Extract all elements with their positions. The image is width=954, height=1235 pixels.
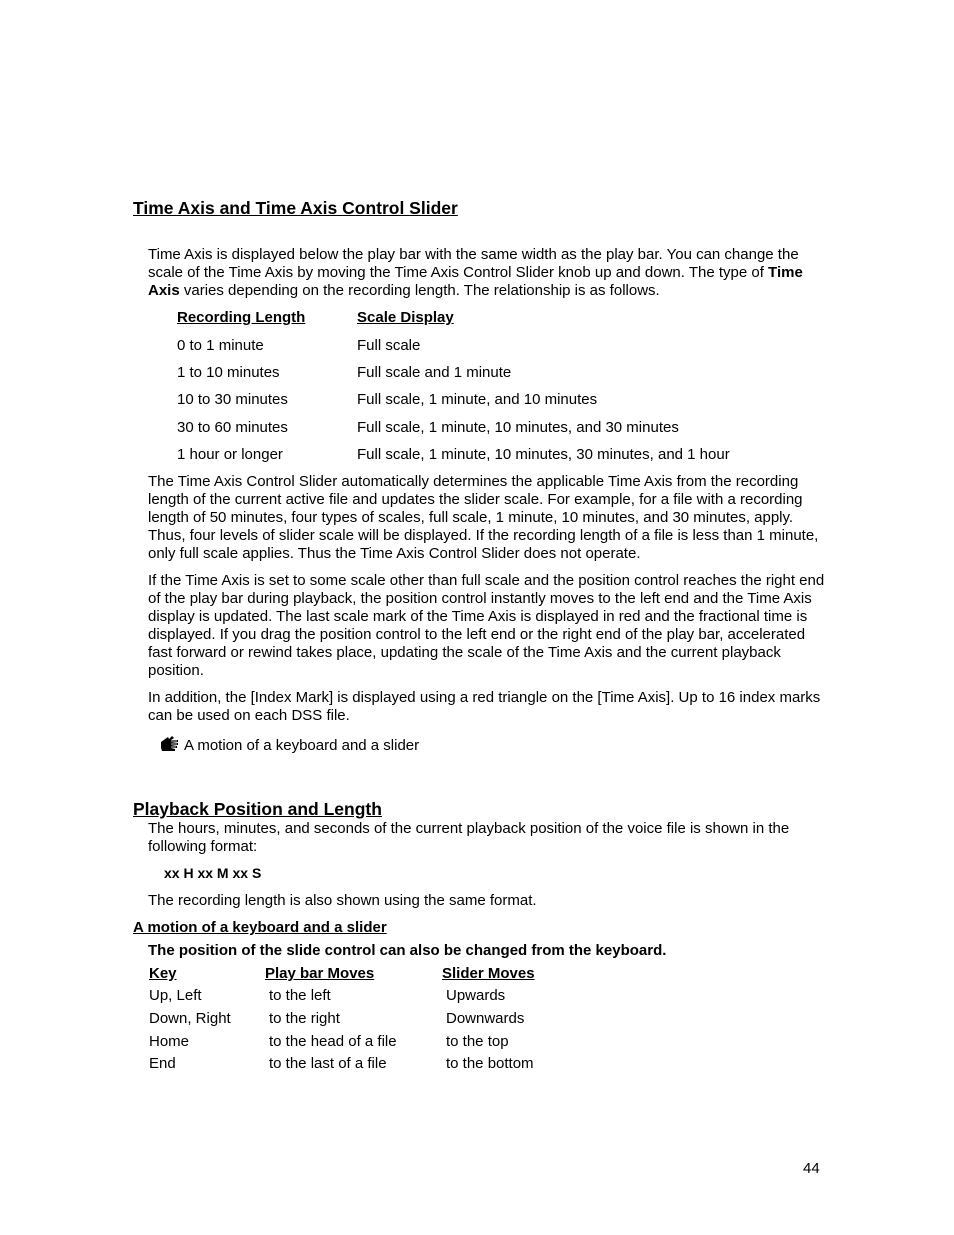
index-mark-paragraph: In addition, the [Index Mark] is displayed using a red triangle on the [Time Axis]. Up to 16 index marks can be used on each DSS file. xyxy=(148,689,821,724)
table-cell: 1 hour or longer xyxy=(177,446,283,463)
table-cell: Home xyxy=(149,1033,190,1050)
column-header: Slider Moves xyxy=(442,965,535,982)
table-cell: to the left xyxy=(269,987,331,1004)
time-format-example: xx H xx M xx S xyxy=(164,865,262,881)
table-cell: to the bottom xyxy=(446,1055,534,1072)
table-cell: Downwards xyxy=(446,1010,525,1027)
table-cell: 10 to 30 minutes xyxy=(177,391,288,408)
table-cell: Full scale, 1 minute, 10 minutes, 30 minutes, and 1 hour xyxy=(357,446,730,463)
column-header: Recording Length xyxy=(177,309,306,326)
table-cell: to the top xyxy=(446,1033,509,1050)
table-cell: 1 to 10 minutes xyxy=(177,364,280,381)
table-cell: 30 to 60 minutes xyxy=(177,419,288,436)
time-axis-intro-paragraph xyxy=(148,246,828,300)
column-header: Play bar Moves xyxy=(265,965,375,982)
table-cell: End xyxy=(149,1055,176,1072)
table-cell: Down, Right xyxy=(149,1010,231,1027)
table-cell: Upwards xyxy=(446,987,506,1004)
pointing-hand-icon[interactable] xyxy=(159,734,180,752)
table-cell: Full scale, 1 minute, 10 minutes, and 30 minutes xyxy=(357,419,679,436)
keyboard-control-subtitle: The position of the slide control can also be changed from the keyboard. xyxy=(148,942,667,959)
slider-description-paragraph: The Time Axis Control Slider automatically determines the applicable Time Axis from the recording length of the current active file and updates the slider scale. For example, for a file with a recording length of 50 minutes, four types of scales, full scale, 1 minute, 10 minutes, and 30 minutes, apply. Thus, four levels of slider scale will be displayed. If the recording length of a file is less than 1 minute, only full scale applies. Thus the Time Axis Control Slider does not operate. xyxy=(148,473,819,562)
intro-text-1: Time Axis is displayed below the play bar with the same width as the play bar. You can change the scale of the Time Axis by moving the Time Axis Control Slider knob up and down. The type of xyxy=(148,246,799,281)
page-number: 44 xyxy=(803,1160,820,1177)
recording-length-format-paragraph: The recording length is also shown using the same format. xyxy=(148,892,537,909)
column-header: Key xyxy=(149,965,177,982)
column-header: Scale Display xyxy=(357,309,454,326)
playback-position-paragraph: The hours, minutes, and seconds of the current playback position of the voice file is shown in the following format: xyxy=(148,820,790,855)
scale-behavior-paragraph: If the Time Axis is set to some scale other than full scale and the position control reaches the right end of the play bar during playback, the position control instantly moves to the left end and the Time Axis display is updated. The last scale mark of the Time Axis is displayed in red and the fractional time is displayed. If you drag the position control to the left end or the right end of the play bar, accelerated fast forward or rewind takes place, updating the scale of the Time Axis and the current playback position. xyxy=(148,572,825,679)
table-cell: to the head of a file xyxy=(269,1033,397,1050)
table-cell: 0 to 1 minute xyxy=(177,337,264,354)
table-cell: Full scale and 1 minute xyxy=(357,364,512,381)
section-title-keyboard-slider: A motion of a keyboard and a slider xyxy=(133,919,387,936)
table-cell: Full scale, 1 minute, and 10 minutes xyxy=(357,391,598,408)
intro-text-2: varies depending on the recording length. The relationship is as follows. xyxy=(179,282,660,299)
intro-bold-term: Time Axis xyxy=(148,264,803,299)
section-title-time-axis: Time Axis and Time Axis Control Slider xyxy=(133,198,458,218)
table-cell: to the last of a file xyxy=(269,1055,387,1072)
table-cell: to the right xyxy=(269,1010,340,1027)
table-cell: Up, Left xyxy=(149,987,202,1004)
keyboard-slider-link[interactable]: A motion of a keyboard and a slider xyxy=(184,737,420,754)
table-cell: Full scale xyxy=(357,337,421,354)
section-title-playback-position: Playback Position and Length xyxy=(133,799,382,819)
